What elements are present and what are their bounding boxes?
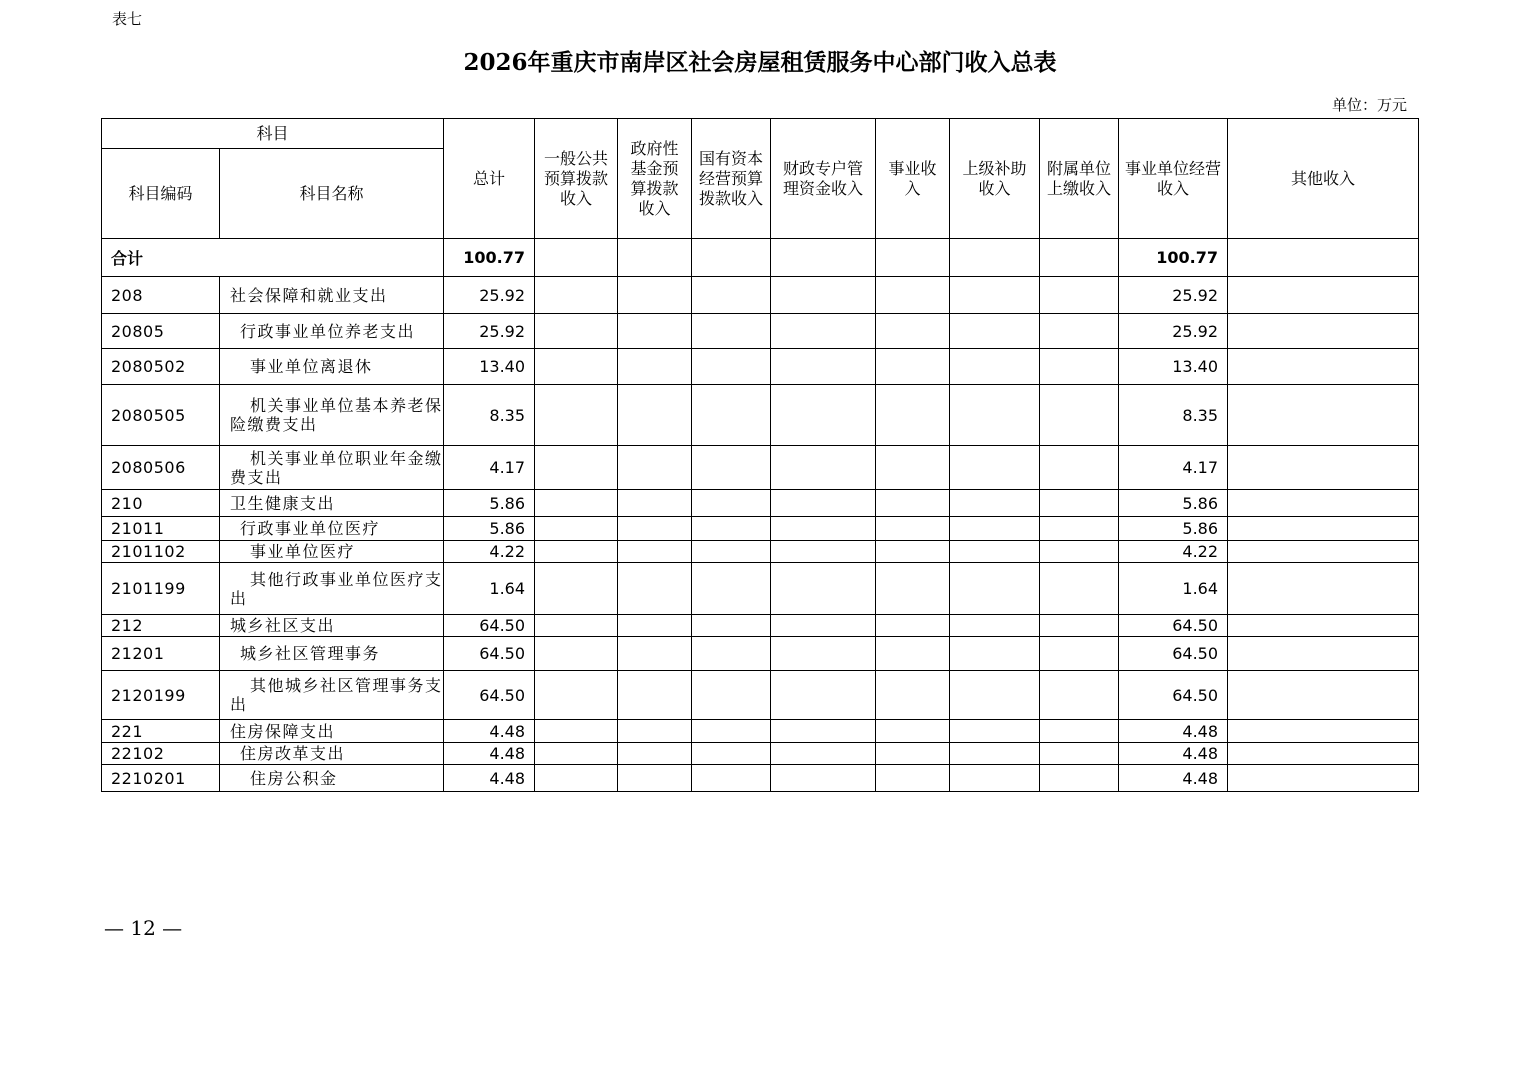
cell-total: 25.92 — [444, 277, 535, 314]
cell-code: 2101199 — [102, 563, 220, 615]
cell-operating-income: 5.86 — [1119, 490, 1228, 517]
cell-name: 城乡社区支出 — [220, 615, 444, 637]
cell-code: 2101102 — [102, 541, 220, 563]
cell-name: 机关事业单位职业年金缴费支出 — [220, 446, 444, 490]
header-superior-subsidy: 上级补助收入 — [950, 119, 1040, 239]
cell-total: 64.50 — [444, 615, 535, 637]
cell-code: 22102 — [102, 743, 220, 765]
header-name: 科目名称 — [220, 149, 444, 239]
cell-operating-income: 64.50 — [1119, 671, 1228, 720]
table-row — [102, 314, 1419, 349]
unit-label: 单位：万元 — [1331, 96, 1407, 114]
header-state-capital: 国有资本经营预算拨款收入 — [692, 119, 771, 239]
cell-name: 住房保障支出 — [220, 720, 444, 743]
table-row — [102, 517, 1419, 541]
header-other: 其他收入 — [1228, 119, 1419, 239]
table-label: 表七 — [112, 10, 143, 28]
cell-code: 2080506 — [102, 446, 220, 490]
table-row — [102, 490, 1419, 517]
table-row — [102, 637, 1419, 671]
cell-code: 21011 — [102, 517, 220, 541]
cell-operating-income: 64.50 — [1119, 637, 1228, 671]
cell-operating-income: 4.48 — [1119, 765, 1228, 792]
header-gov-fund: 政府性基金预算拨款收入 — [618, 119, 692, 239]
table-row — [102, 765, 1419, 792]
cell-total: 64.50 — [444, 637, 535, 671]
header-affiliated: 附属单位上缴收入 — [1040, 119, 1119, 239]
page-title: 2026年重庆市南岸区社会房屋租赁服务中心部门收入总表 — [463, 49, 1057, 76]
cell-code: 2120199 — [102, 671, 220, 720]
cell-operating-income: 5.86 — [1119, 517, 1228, 541]
cell-operating-income: 100.77 — [1119, 239, 1228, 277]
cell-total: 4.22 — [444, 541, 535, 563]
cell-total: 64.50 — [444, 671, 535, 720]
cell-name: 行政事业单位养老支出 — [220, 314, 444, 349]
cell-total: 4.17 — [444, 446, 535, 490]
cell-total: 100.77 — [444, 239, 535, 277]
cell-operating-income: 25.92 — [1119, 277, 1228, 314]
cell-name: 城乡社区管理事务 — [220, 637, 444, 671]
cell-name: 其他行政事业单位医疗支出 — [220, 563, 444, 615]
cell-total: 5.86 — [444, 517, 535, 541]
table-row — [102, 615, 1419, 637]
header-code: 科目编码 — [102, 149, 220, 239]
cell-operating-income: 64.50 — [1119, 615, 1228, 637]
cell-operating-income: 4.48 — [1119, 720, 1228, 743]
table-row — [102, 385, 1419, 446]
table-row — [102, 563, 1419, 615]
cell-name: 事业单位离退休 — [220, 349, 444, 385]
cell-total: 1.64 — [444, 563, 535, 615]
table-row — [102, 541, 1419, 563]
cell-total: 4.48 — [444, 720, 535, 743]
cell-name: 其他城乡社区管理事务支出 — [220, 671, 444, 720]
cell-name: 社会保障和就业支出 — [220, 277, 444, 314]
cell-operating-income: 4.22 — [1119, 541, 1228, 563]
cell-code: 2080505 — [102, 385, 220, 446]
cell-code: 210 — [102, 490, 220, 517]
header-total: 总计 — [444, 119, 535, 239]
cell-name: 住房改革支出 — [220, 743, 444, 765]
table-row — [102, 349, 1419, 385]
cell-name: 事业单位医疗 — [220, 541, 444, 563]
cell-total: 4.48 — [444, 765, 535, 792]
cell-operating-income: 4.48 — [1119, 743, 1228, 765]
cell-code: 208 — [102, 277, 220, 314]
cell-operating-income: 8.35 — [1119, 385, 1228, 446]
header-general-budget: 一般公共预算拨款收入 — [535, 119, 618, 239]
cell-code: 2210201 — [102, 765, 220, 792]
cell-operating-income: 4.17 — [1119, 446, 1228, 490]
cell-name: 行政事业单位医疗 — [220, 517, 444, 541]
cell-code: 2080502 — [102, 349, 220, 385]
cell-code: 212 — [102, 615, 220, 637]
total-label: 合计 — [102, 239, 444, 277]
cell-name: 住房公积金 — [220, 765, 444, 792]
total-row — [102, 239, 1419, 277]
cell-total: 4.48 — [444, 743, 535, 765]
cell-total: 8.35 — [444, 385, 535, 446]
table-header — [102, 119, 1419, 239]
cell-code: 221 — [102, 720, 220, 743]
cell-operating-income: 25.92 — [1119, 314, 1228, 349]
table-row — [102, 277, 1419, 314]
income-table — [101, 118, 1419, 792]
header-operating-income: 事业单位经营收入 — [1119, 119, 1228, 239]
cell-operating-income: 1.64 — [1119, 563, 1228, 615]
cell-operating-income: 13.40 — [1119, 349, 1228, 385]
page-number: — 12 — — [104, 916, 183, 940]
table-row — [102, 671, 1419, 720]
cell-code: 21201 — [102, 637, 220, 671]
cell-total: 13.40 — [444, 349, 535, 385]
cell-total: 5.86 — [444, 490, 535, 517]
header-fiscal-special: 财政专户管理资金收入 — [771, 119, 876, 239]
cell-name: 卫生健康支出 — [220, 490, 444, 517]
cell-total: 25.92 — [444, 314, 535, 349]
header-subject: 科目 — [102, 119, 444, 149]
cell-name: 机关事业单位基本养老保险缴费支出 — [220, 385, 444, 446]
header-business-income: 事业收入 — [876, 119, 950, 239]
cell-code: 20805 — [102, 314, 220, 349]
table-row — [102, 446, 1419, 490]
table-row — [102, 720, 1419, 743]
table-row — [102, 743, 1419, 765]
